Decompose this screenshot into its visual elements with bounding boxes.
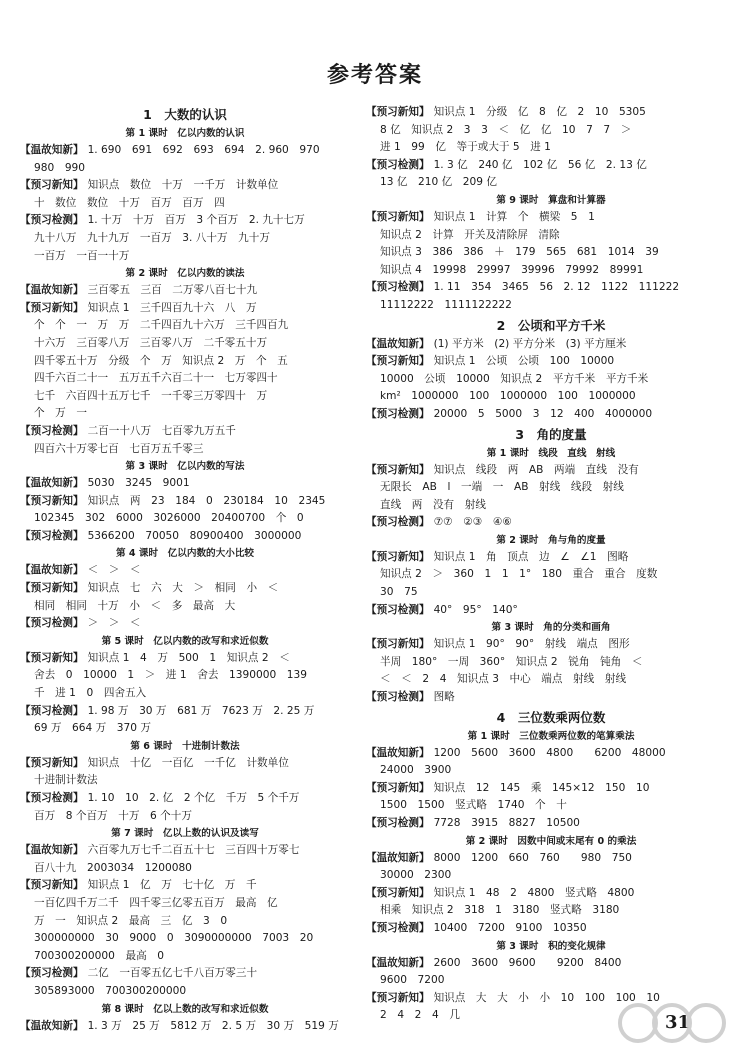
unit-heading: 4 三位数乘两位数 xyxy=(496,709,606,725)
answer-line xyxy=(366,297,736,315)
answer-text: 九十八万 九十九万 一百万 3. 八十万 九十万 xyxy=(34,231,270,244)
answer-text: 相同 相同 十万 小 ＜ 多 最高 大 xyxy=(34,599,236,612)
answer-line xyxy=(20,441,350,459)
answer-line xyxy=(366,209,736,227)
answer-line xyxy=(366,867,736,885)
watermark-logo xyxy=(614,1001,732,1049)
answer-line xyxy=(20,877,350,895)
answers-right-column xyxy=(366,104,736,1025)
lesson-heading: 第 1 课时 三位数乘两位数的笔算乘法 xyxy=(467,730,635,742)
lesson-heading: 第 7 课时 亿以上数的认识及读写 xyxy=(111,828,259,840)
answer-text: 305893000 700300200000 xyxy=(34,984,187,997)
answer-text: 13 亿 210 亿 209 亿 xyxy=(380,176,497,189)
answer-text: 相乘 知识点 2 318 1 3180 竖式略 3180 xyxy=(380,904,620,917)
section-tag: 【预习检测】 xyxy=(366,158,430,171)
answer-line xyxy=(366,797,736,815)
answer-line xyxy=(20,212,350,230)
section-tag: 【预习检测】 xyxy=(366,281,430,294)
section-tag: 【预习新知】 xyxy=(366,638,430,651)
answer-line xyxy=(20,720,350,738)
lesson-heading: 第 3 课时 积的变化规律 xyxy=(496,940,606,952)
section-tag: 【温故知新】 xyxy=(20,144,84,156)
section-tag: 【预习新知】 xyxy=(366,463,430,476)
answer-text: 一百亿四千万二千 四千零三亿零五百万 最高 亿 xyxy=(34,896,278,909)
lesson-heading: 第 9 课时 算盘和计算器 xyxy=(496,194,606,206)
answer-text: 980 990 xyxy=(34,161,86,174)
answer-text: 知识点 1 4 万 500 1 知识点 2 ＜ xyxy=(87,651,290,664)
answer-line xyxy=(366,602,736,620)
answer-text: 知识点 大 大 小 小 10 100 100 10 xyxy=(433,991,660,1004)
answer-text: 1. 3 万 25 万 5812 万 2. 5 万 30 万 519 万 xyxy=(87,1019,339,1032)
answer-text: 知识点 1 亿 万 七十亿 万 千 xyxy=(87,879,257,892)
answer-text: 万 一 知识点 2 最高 三 亿 3 0 xyxy=(34,914,228,927)
answer-text: 24000 3900 xyxy=(380,764,452,777)
answer-line xyxy=(20,142,350,160)
answer-text: 知识点 两 23 184 0 230184 10 2345 xyxy=(87,494,326,507)
section-tag: 【温故知新】 xyxy=(20,1019,84,1032)
answer-line xyxy=(366,279,736,297)
answer-line xyxy=(366,584,736,602)
lesson-heading: 第 5 课时 亿以内数的改写和求近似数 xyxy=(101,635,269,647)
answer-line xyxy=(366,174,736,192)
answer-text: 百八十九 2003034 1200080 xyxy=(34,861,192,874)
answer-text: 千 进 1 0 四舍五入 xyxy=(34,687,147,700)
answer-text: 知识点 线段 两 AB 两端 直线 没有 xyxy=(433,463,639,476)
lesson-heading: 第 1 课时 线段 直线 射线 xyxy=(486,447,616,459)
answer-line xyxy=(366,388,736,406)
answer-text: 30000 2300 xyxy=(380,869,452,882)
answer-line xyxy=(366,902,736,920)
answer-line xyxy=(366,815,736,833)
answer-text: 图略 xyxy=(433,691,455,704)
answer-line xyxy=(366,762,736,780)
answer-line xyxy=(366,406,736,424)
answer-text: 102345 302 6000 3026000 20400700 个 0 xyxy=(34,512,304,525)
answer-text: 三百零五 三百 二万零八百七十九 xyxy=(87,284,258,297)
answer-text: (1) 平方米 (2) 平方分米 (3) 平方厘米 xyxy=(433,337,627,350)
answer-text: 700300200000 最高 0 xyxy=(34,949,164,962)
page-title: 参考答案 xyxy=(326,62,423,88)
answer-line xyxy=(366,353,736,371)
answer-line xyxy=(366,122,736,140)
answer-line xyxy=(20,248,350,266)
section-tag: 【预习检测】 xyxy=(20,617,84,630)
lesson-heading: 第 2 课时 亿以内数的读法 xyxy=(125,268,245,280)
answer-text: 知识点 1 计算 个 横梁 5 1 xyxy=(433,210,595,223)
answer-text: 知识点 1 48 2 4800 竖式略 4800 xyxy=(433,886,635,899)
answer-line xyxy=(20,475,350,493)
section-tag: 【预习新知】 xyxy=(20,756,84,769)
answer-text: 40° 95° 140° xyxy=(433,603,518,616)
answer-line xyxy=(366,850,736,868)
section-tag: 【预习检测】 xyxy=(20,792,84,804)
answer-line xyxy=(366,497,736,515)
answer-line xyxy=(366,566,736,584)
lesson-heading: 第 6 课时 十进制计数法 xyxy=(130,740,240,752)
answer-text: 知识点 1 90° 90° 射线 端点 图形 xyxy=(433,638,630,651)
answer-text: 1. 3 亿 240 亿 102 亿 56 亿 2. 13 亿 xyxy=(433,158,647,171)
section-tag: 【预习检测】 xyxy=(20,967,84,980)
answer-text: 10400 7200 9100 10350 xyxy=(433,921,587,934)
answer-line xyxy=(20,580,350,598)
answer-text: 舍去 0 10000 1 ＞ 进 1 舍去 1390000 139 xyxy=(34,669,307,682)
answer-text: 七千 六百四十五万七千 一千零三万零四十 万 xyxy=(34,389,268,402)
answer-line xyxy=(366,104,736,122)
answer-line xyxy=(366,371,736,389)
answer-line xyxy=(366,654,736,672)
lesson-heading: 第 4 课时 亿以内数的大小比较 xyxy=(115,548,255,560)
answer-text: 10000 公顷 10000 知识点 2 平方千米 平方千米 xyxy=(380,372,649,385)
page-number: 31 xyxy=(664,1012,690,1033)
answer-line xyxy=(20,370,350,388)
section-tag: 【预习新知】 xyxy=(366,106,430,118)
answer-text: 30 75 xyxy=(380,586,418,599)
answer-line xyxy=(20,965,350,983)
answer-line xyxy=(20,842,350,860)
answer-line xyxy=(20,983,350,1001)
answer-text: 11112222 1111122222 xyxy=(380,298,512,311)
section-tag: 【预习新知】 xyxy=(366,355,430,368)
answer-line xyxy=(20,405,350,423)
section-tag: 【预习检测】 xyxy=(366,407,430,420)
answer-line xyxy=(20,790,350,808)
answer-text: 知识点 1 分级 亿 8 亿 2 10 5305 xyxy=(433,106,646,118)
answer-text: 四千六百二十一 五万五千六百二十一 七万零四十 xyxy=(34,372,278,385)
answer-text: 1. 98 万 30 万 681 万 7623 万 2. 25 万 xyxy=(87,704,315,717)
answer-text: 知识点 3 386 386 ＋ 179 565 681 1014 39 xyxy=(380,246,659,259)
answer-text: 1. 11 354 3465 56 2. 12 1122 111222 xyxy=(433,281,680,294)
section-tag: 【预习新知】 xyxy=(366,886,430,899)
answer-text: 四千零五十万 分级 个 万 知识点 2 万 个 五 xyxy=(34,354,288,367)
answer-text: 69 万 664 万 370 万 xyxy=(34,722,151,735)
lesson-heading: 第 2 课时 因数中间或末尾有 0 的乘法 xyxy=(465,835,637,847)
section-tag: 【预习检测】 xyxy=(366,921,430,934)
answer-line xyxy=(20,808,350,826)
section-tag: 【预习检测】 xyxy=(20,704,84,717)
answer-line xyxy=(20,335,350,353)
section-tag: 【温故知新】 xyxy=(366,956,430,969)
answer-text: 8000 1200 660 760 980 750 xyxy=(433,851,632,864)
answer-line xyxy=(20,300,350,318)
answer-line xyxy=(20,493,350,511)
answer-line xyxy=(20,598,350,616)
section-tag: 【预习新知】 xyxy=(20,179,84,192)
answer-text: 1200 5600 3600 4800 6200 48000 xyxy=(433,746,666,759)
answer-text: 1. 690 691 692 693 694 2. 960 970 xyxy=(87,144,320,156)
answer-text: ⑦⑦ ②③ ④⑥ xyxy=(433,516,512,529)
answer-line xyxy=(20,615,350,633)
answer-text: 2 4 2 4 几 xyxy=(380,1009,460,1022)
answer-line xyxy=(20,230,350,248)
answer-line xyxy=(20,913,350,931)
answer-text: 8 亿 知识点 2 3 3 ＜ 亿 亿 10 7 7 ＞ xyxy=(380,123,632,136)
answer-line xyxy=(20,860,350,878)
answer-line xyxy=(20,388,350,406)
unit-heading: 2 公顷和平方千米 xyxy=(496,317,606,333)
answer-text: 个 个 一 万 万 二千四百九十六万 三千四百九 xyxy=(34,319,289,332)
answer-line xyxy=(20,650,350,668)
answer-line xyxy=(366,745,736,763)
answer-text: 2600 3600 9600 9200 8400 xyxy=(433,956,622,969)
answer-line xyxy=(20,1018,350,1036)
answer-text: 知识点 数位 十万 一千万 计数单位 xyxy=(87,179,279,192)
answer-text: ＜ ＞ ＜ xyxy=(87,564,141,577)
answer-text: 知识点 十亿 一百亿 一千亿 计数单位 xyxy=(87,756,289,769)
answer-text: 十六万 三百零八万 三百零八万 二千零五十万 xyxy=(34,336,268,349)
answer-line xyxy=(20,423,350,441)
section-tag: 【预习新知】 xyxy=(20,879,84,892)
section-tag: 【预习检测】 xyxy=(20,424,84,437)
lesson-heading: 第 1 课时 亿以内数的认识 xyxy=(125,128,245,139)
answer-line xyxy=(20,755,350,773)
answer-line xyxy=(366,955,736,973)
answer-line xyxy=(20,282,350,300)
section-tag: 【预习检测】 xyxy=(366,817,430,829)
answer-line xyxy=(20,930,350,948)
answer-line xyxy=(20,510,350,528)
answer-line xyxy=(20,562,350,580)
section-tag: 【温故知新】 xyxy=(366,337,430,350)
section-tag: 【预习检测】 xyxy=(366,603,430,616)
lesson-heading: 第 8 课时 亿以上数的改写和求近似数 xyxy=(101,1003,269,1015)
answer-text: 1. 十万 十万 百万 3 个百万 2. 九十七万 xyxy=(87,214,305,227)
answer-text: 知识点 1 角 顶点 边 ∠ ∠1 图略 xyxy=(433,550,629,563)
answer-line xyxy=(366,514,736,532)
answer-text: 5030 3245 9001 xyxy=(87,477,190,490)
answer-line xyxy=(366,479,736,497)
section-tag: 【预习新知】 xyxy=(20,651,84,664)
answer-text: 1. 10 10 2. 亿 2 个亿 千万 5 个千万 xyxy=(87,792,300,804)
answer-line xyxy=(20,703,350,721)
answer-text: 半周 180° 一周 360° 知识点 2 锐角 钝角 ＜ xyxy=(380,655,643,668)
answer-text: 十进制计数法 xyxy=(34,774,98,787)
section-tag: 【预习新知】 xyxy=(366,210,430,223)
section-tag: 【预习检测】 xyxy=(366,516,430,529)
answer-line xyxy=(20,195,350,213)
answer-text: 十 数位 数位 十万 百万 百万 四 xyxy=(34,196,225,209)
section-tag: 【温故知新】 xyxy=(366,851,430,864)
lesson-heading: 第 3 课时 亿以内数的写法 xyxy=(125,461,245,473)
answer-line xyxy=(366,636,736,654)
answer-text: 知识点 12 145 乘 145×12 150 10 xyxy=(433,781,650,794)
answer-line xyxy=(366,885,736,903)
answer-line xyxy=(366,920,736,938)
answer-text: 百万 8 个百万 十万 6 个十万 xyxy=(34,809,192,822)
answer-text: 5366200 70050 80900400 3000000 xyxy=(87,529,302,542)
section-tag: 【温故知新】 xyxy=(20,564,84,577)
answer-line xyxy=(20,177,350,195)
answer-line xyxy=(20,685,350,703)
answer-text: 9600 7200 xyxy=(380,974,445,987)
answer-line xyxy=(366,462,736,480)
answer-text: 二亿 一百零五亿七千八百万零三十 xyxy=(87,967,258,980)
answer-line xyxy=(20,528,350,546)
answer-text: ＞ ＞ ＜ xyxy=(87,617,141,630)
section-tag: 【温故知新】 xyxy=(20,477,84,490)
answer-text: 300000000 30 9000 0 3090000000 7003 20 xyxy=(34,932,314,945)
answer-line xyxy=(20,317,350,335)
section-tag: 【预习检测】 xyxy=(366,691,430,704)
answers-left-column xyxy=(20,104,350,1035)
answer-text: 知识点 1 公顷 公顷 100 10000 xyxy=(433,355,615,368)
answer-text: 知识点 4 19998 29997 39996 79992 89991 xyxy=(380,263,644,276)
section-tag: 【预习新知】 xyxy=(366,991,430,1004)
answer-text: 无限长 AB l 一端 一 AB 射线 线段 射线 xyxy=(380,481,624,494)
answer-line xyxy=(366,336,736,354)
section-tag: 【预习检测】 xyxy=(20,529,84,542)
section-tag: 【预习检测】 xyxy=(20,214,84,227)
section-tag: 【温故知新】 xyxy=(20,844,84,857)
lesson-heading: 第 3 课时 角的分类和画角 xyxy=(491,622,611,634)
answer-line xyxy=(366,689,736,707)
lesson-heading: 第 2 课时 角与角的度量 xyxy=(496,534,606,546)
section-tag: 【预习新知】 xyxy=(20,582,84,595)
answer-text: 六百零九万七千二百五十七 三百四十万零七 xyxy=(87,844,300,857)
answer-line xyxy=(20,160,350,178)
answer-line xyxy=(366,244,736,262)
answer-line xyxy=(366,227,736,245)
answer-text: 二百一十八万 七百零九万五千 xyxy=(87,424,236,437)
answer-text: 进 1 99 亿 等于或大于 5 进 1 xyxy=(380,141,551,154)
answer-line xyxy=(366,972,736,990)
answer-text: 个 万 一 xyxy=(34,407,87,420)
answer-line xyxy=(20,772,350,790)
answer-text: 知识点 2 计算 开关及清除屏 清除 xyxy=(380,228,560,241)
unit-heading: 1 大数的认识 xyxy=(143,107,227,122)
answer-line xyxy=(366,671,736,689)
answer-text: 四百六十万零七百 七百万五千零三 xyxy=(34,442,204,455)
answer-line xyxy=(366,780,736,798)
section-tag: 【温故知新】 xyxy=(366,746,430,759)
answer-line xyxy=(366,157,736,175)
answer-line xyxy=(366,262,736,280)
answer-text: 直线 两 没有 射线 xyxy=(380,498,486,511)
answer-text: 1500 1500 竖式略 1740 个 十 xyxy=(380,799,567,812)
answer-line xyxy=(366,139,736,157)
answer-line xyxy=(20,948,350,966)
unit-heading: 3 角的度量 xyxy=(515,426,587,442)
answer-text: 7728 3915 8827 10500 xyxy=(433,817,580,829)
answer-text: 知识点 1 三千四百九十六 八 万 xyxy=(87,301,257,314)
answer-text: 知识点 七 六 大 ＞ 相同 小 ＜ xyxy=(87,582,279,595)
answer-line xyxy=(20,895,350,913)
section-tag: 【温故知新】 xyxy=(20,284,84,297)
section-tag: 【预习新知】 xyxy=(366,781,430,794)
answer-text: 一百万 一百一十万 xyxy=(34,249,130,262)
answer-text: 20000 5 5000 3 12 400 4000000 xyxy=(433,407,653,420)
section-tag: 【预习新知】 xyxy=(20,301,84,314)
answer-text: km² 1000000 100 1000000 100 1000000 xyxy=(380,390,636,403)
section-tag: 【预习新知】 xyxy=(366,550,430,563)
answer-line xyxy=(366,549,736,567)
answer-line xyxy=(20,353,350,371)
section-tag: 【预习新知】 xyxy=(20,494,84,507)
answer-text: 知识点 2 ＞ 360 1 1 1° 180 重合 重合 度数 xyxy=(380,568,658,581)
answer-text: ＜ ＜ 2 4 知识点 3 中心 端点 射线 射线 xyxy=(380,673,627,686)
answer-line xyxy=(20,667,350,685)
